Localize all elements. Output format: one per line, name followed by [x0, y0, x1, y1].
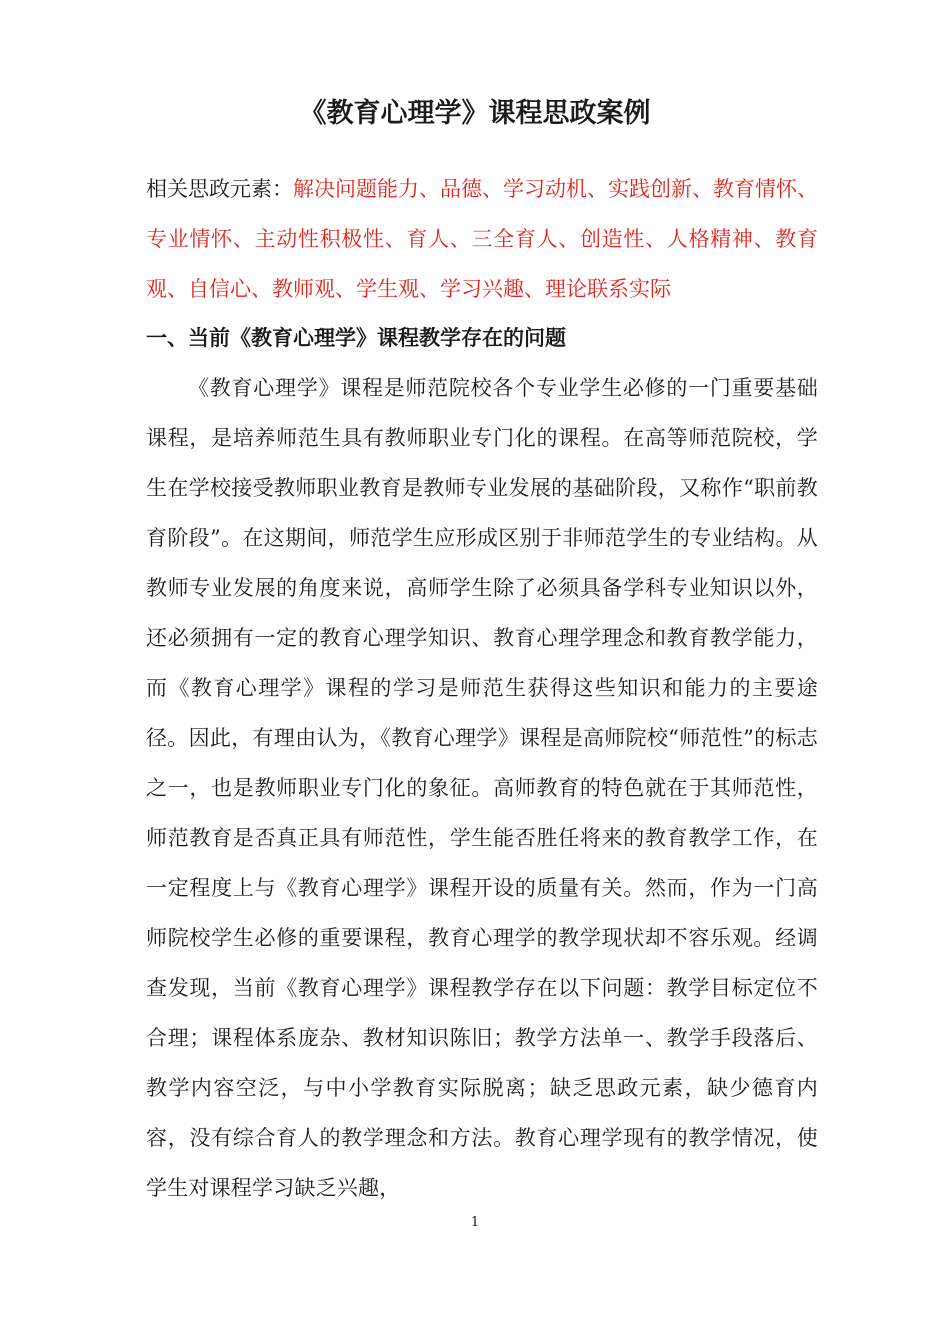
ideological-elements: [146, 164, 818, 314]
page-number: 1: [470, 1215, 480, 1230]
elements-label: 相关思政元素：: [146, 177, 293, 201]
document-title: 《教育心理学》课程思政案例: [299, 98, 651, 129]
elements-list: 解决问题能力、品德、学习动机、实践创新、教育情怀、专业情怀、主动性积极性、育人、三全育人、创造性、人格精神、教育观、自信心、教师观、学生观、学习兴趣、理论联系实际: [146, 177, 818, 301]
section-heading: 一、当前《教育心理学》课程教学存在的问题: [146, 325, 566, 350]
body-paragraph: 《教育心理学》课程是师范院校各个专业学生必修的一门重要基础课程，是培养师范生具有教师职业专门化的课程。在高等师范院校，学生在学校接受教师职业教育是教师专业发展的基础阶段，又称作“职前教育阶段”。在这期间，师范学生应形成区别于非师范学生的专业结构。从教师专业发展的角度来说，高师学生除了必须具备学科专业知识以外，还必须拥有一定的教育心理学知识、教育心理学理念和教育教学能力，而《教育心理学》课程的学习是师范生获得这些知识和能力的主要途径。因此，有理由认为，《教育心理学》课程是高师院校“师范性”的标志之一，也是教师职业专门化的象征。高师教育的特色就在于其师范性，师范教育是否真正具有师范性，学生能否胜任将来的教育教学工作，在一定程度上与《教育心理学》课程开设的质量有关。然而，作为一门高师院校学生必修的重要课程，教育心理学的教学现状却不容乐观。经调查发现，当前《教育心理学》课程教学存在以下问题：教学目标定位不合理；课程体系庞杂、教材知识陈旧；教学方法单一、教学手段落后、教学内容空泛，与中小学教育实际脱离；缺乏思政元素，缺少德育内容，没有综合育人的教学理念和方法。教育心理学现有的教学情况，使学生对课程学习缺乏兴趣，: [146, 376, 818, 1200]
